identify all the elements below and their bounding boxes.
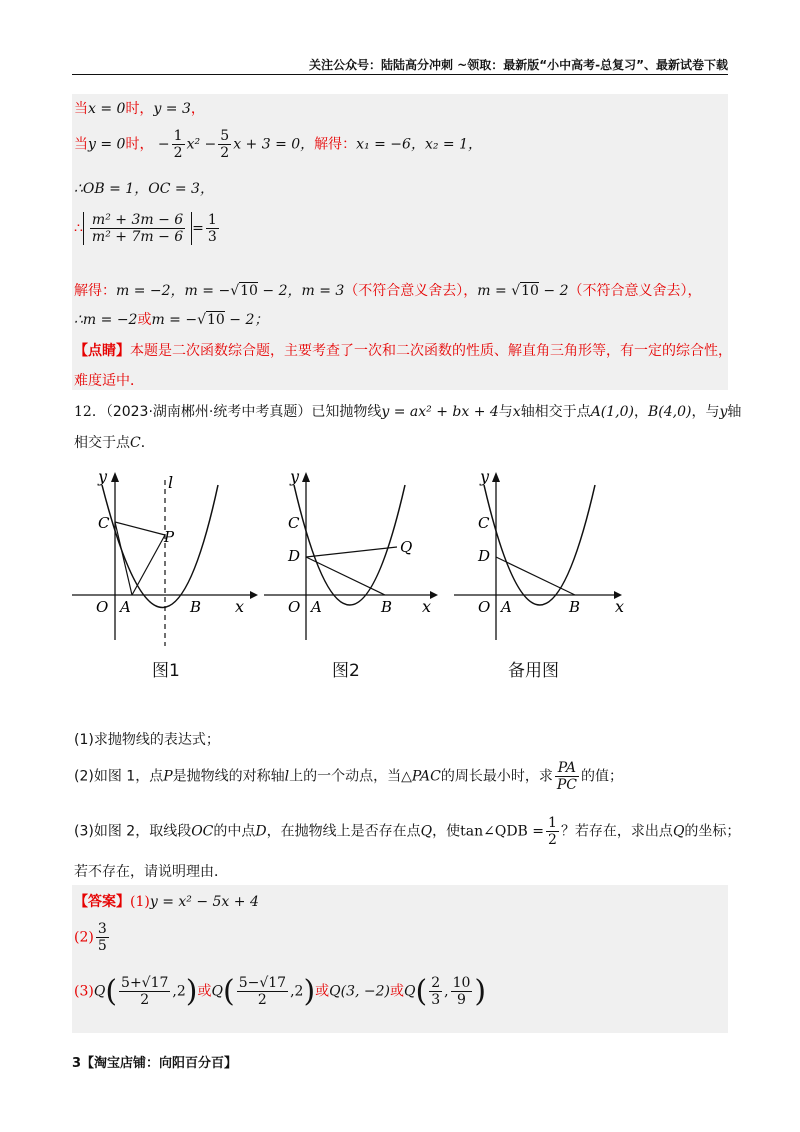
shop-label: 【淘宝店铺：向阳百分百】 <box>81 1056 238 1071</box>
label-C: C <box>288 514 300 532</box>
label-A: A <box>311 598 322 616</box>
figure-spare-caption: 备用图 <box>508 661 559 681</box>
solution-line-4: ∴ $\frac{\text{m² + 3m − 6}}{\text{m² + 7m − 6}}$ = $\frac{1}{3}$ <box>74 212 217 246</box>
figure-spare <box>452 460 642 650</box>
fraction: $\frac{5}{2}$ <box>220 128 230 162</box>
answer-line-1: 【答案】(1)y = x² − 5x + 4 <box>74 894 259 910</box>
sub-question-1: (1)求抛物线的表达式； <box>74 732 220 748</box>
sub-question-3: (3)如图 2，取线段OC的中点D，在抛物线上是否存在点Q，使tan∠QDB = $\frac{1}{2}$ ？若存在，求出点Q的坐标； <box>74 815 741 849</box>
label-y: y <box>480 467 490 486</box>
segment-CP <box>115 522 165 535</box>
y-axis-arrow <box>492 472 500 482</box>
header-divider <box>72 74 728 75</box>
segment-AP <box>132 535 165 595</box>
label-D: D <box>478 547 491 565</box>
x-axis-arrow <box>250 591 258 599</box>
label-P: P <box>164 528 175 546</box>
label-l: l <box>168 473 174 492</box>
note-line-1: 【点睛】本题是二次函数综合题，主要考查了一次和二次函数的性质、解直角三角形等，有一定的综合性， <box>74 343 732 359</box>
figure-2 <box>262 460 452 650</box>
label-O: O <box>96 598 109 616</box>
segment-CA <box>115 522 132 595</box>
label-O: O <box>288 598 301 616</box>
label-O: O <box>478 598 491 616</box>
figure-1 <box>70 460 260 650</box>
label-C: C <box>478 514 490 532</box>
label-Q: Q <box>400 538 413 556</box>
fraction: $\frac{1}{2}$ <box>173 128 183 162</box>
label-B: B <box>569 598 581 616</box>
label-y: y <box>98 467 108 486</box>
label-B: B <box>190 598 202 616</box>
solution-line-3: ∴OB = 1，OC = 3， <box>74 181 214 197</box>
answer-line-3: (3)Q( $\frac{5+√17}{2}$ ,2)或Q( $\frac{5-√17}{2}$ ,2)或Q(3, −2)或Q( $\frac{2}{3}$ , $\frac{10}{9}$ ) <box>74 974 487 1009</box>
y-axis-arrow <box>302 472 310 482</box>
question-line-2: 相交于点C． <box>74 435 155 451</box>
label-D: D <box>288 547 301 565</box>
label-y: y <box>290 467 300 486</box>
segment-DB <box>306 557 385 595</box>
segment-DB <box>496 557 575 595</box>
label-B: B <box>381 598 393 616</box>
figure-1-caption: 图1 <box>152 661 180 681</box>
answer-tag: 【答案】 <box>74 894 130 910</box>
solution-line-2: 当y = 0时， − $\frac{1}{2}$ x² − $\frac{5}{2}$ x + 3 = 0，解得：x₁ = −6，x₂ = 1， <box>74 128 482 162</box>
label-A: A <box>120 598 131 616</box>
sub-question-2: (2)如图 1，点P是抛物线的对称轴l上的一个动点，当△PAC的周长最小时，求 $\frac{PA}{PC}$ 的值； <box>74 760 623 794</box>
label-x: x <box>235 597 245 616</box>
x-axis-arrow <box>430 591 438 599</box>
parabola <box>102 485 218 608</box>
note-tag: 【点睛】 <box>74 343 130 359</box>
parabola <box>294 485 405 605</box>
solution-line-5: 解得：m = −2，m = −√10 − 2，m = 3（不符合意义舍去），m = √10 − 2（不符合意义舍去）， <box>74 283 702 299</box>
y-axis-arrow <box>111 472 119 482</box>
solution-line-1: 当x = 0时，y = 3， <box>74 101 205 117</box>
sub-question-3-cont: 若不存在，请说明理由． <box>74 864 228 880</box>
parabola <box>484 485 595 605</box>
label-C: C <box>98 514 110 532</box>
question-line-1: 12．（2023·湖南郴州·统考中考真题）已知抛物线y = ax² + bx + 4与x轴相交于点A(1,0)，B(4,0)，与y轴 <box>74 404 742 420</box>
page-number: 3 <box>72 1056 82 1071</box>
page-header: 关注公众号：陆陆高分冲刺 ~领取：最新版“小中高考-总复习”、最新试卷下载 <box>309 58 728 72</box>
note-line-2: 难度适中． <box>74 373 144 389</box>
absolute-value: $\frac{\text{m² + 3m − 6}}{\text{m² + 7m − 6}}$ <box>83 212 192 245</box>
figure-2-caption: 图2 <box>332 661 360 681</box>
label-x: x <box>615 597 625 616</box>
solution-line-6: ∴m = −2或m = −√10 − 2； <box>74 312 269 328</box>
page-footer <box>72 1052 237 1071</box>
label-x: x <box>422 597 432 616</box>
answer-line-2: (2) $\frac{3}{5}$ <box>74 921 107 955</box>
label-A: A <box>501 598 512 616</box>
segment-DQ <box>306 547 397 557</box>
